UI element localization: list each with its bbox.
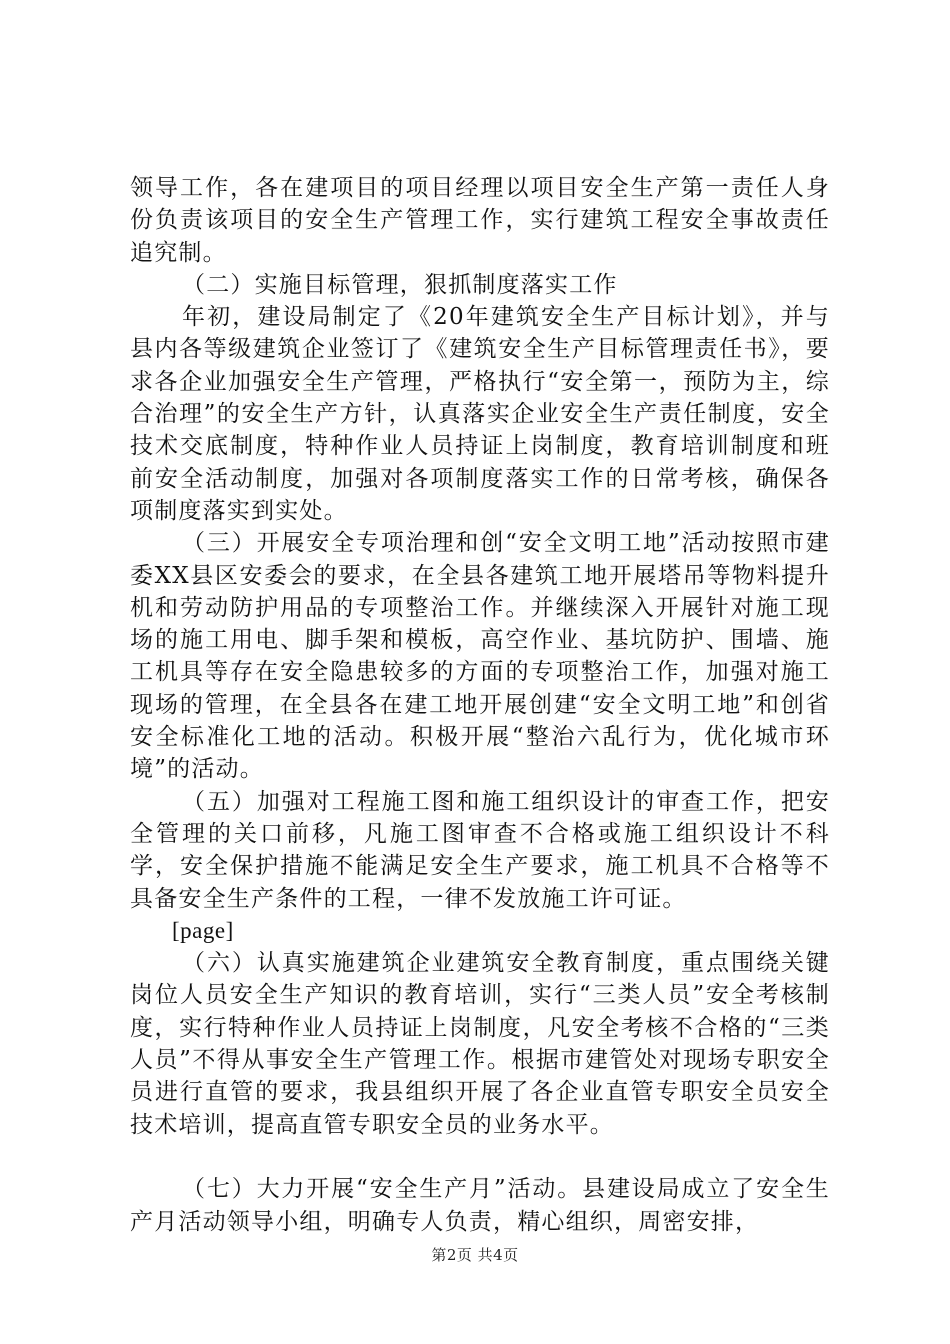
document-body	[130, 172, 830, 1238]
page-break-marker: [page]	[172, 917, 234, 943]
section-heading-2: （二）实施目标管理，狠抓制度落实工作	[182, 271, 618, 298]
page-footer: 第2页 共4页	[431, 1246, 519, 1264]
paragraph-6: （六）认真实施建筑企业建筑安全教育制度，重点围绕关键岗位人员安全生产知识的教育培训，实行“三类人员”安全考核制度，实行特种作业人员持证上岗制度，凡安全考核不合格的“三类人员”不得从事安全生产管理工作。根据市建管处对现场专职安全员进行直管的要求，我县组织开展了各企业直管专职安全员安全技术培训，提高直管专职安全员的业务水平。	[130, 950, 830, 1138]
paragraph-3: 年初，建设局制定了《20年建筑安全生产目标计划》，并与县内各等级建筑企业签订了《建筑安全生产目标管理责任书》，要求各企业加强安全生产管理，严格执行“安全第一，预防为主，综合治理”的安全生产方针，认真落实企业安全生产责任制度，安全技术交底制度，特种作业人员持证上岗制度，教育培训制度和班前安全活动制度，加强对各项制度落实工作的日常考核，确保各项制度落实到实处。	[130, 304, 830, 524]
paragraph-7: （七）大力开展“安全生产月”活动。县建设局成立了安全生产月活动领导小组，明确专人负责，精心组织，周密安排，	[130, 1176, 830, 1235]
paragraph-4: （三）开展安全专项治理和创“安全文明工地”活动按照市建委XX县区安委会的要求，在全县各建筑工地开展塔吊等物料提升机和劳动防护用品的专项整治工作。并继续深入开展针对施工现场的施工用电、脚手架和模板，高空作业、基坑防护、围墙、施工机具等存在安全隐患较多的方面的专项整治工作，加强对施工现场的管理，在全县各在建工地开展创建“安全文明工地”和创省安全标准化工地的活动。积极开展“整治六乱行为，优化城市环境”的活动。	[130, 530, 830, 783]
paragraph-1: 领导工作，各在建项目的项目经理以项目安全生产第一责任人身份负责该项目的安全生产管理工作，实行建筑工程安全事故责任追究制。	[130, 175, 830, 266]
paragraph-5: （五）加强对工程施工图和施工组织设计的审查工作，把安全管理的关口前移，凡施工图审查不合格或施工组织设计不科学，安全保护措施不能满足安全生产要求，施工机具不合格等不具备安全生产条件的工程，一律不发放施工许可证。	[130, 788, 830, 912]
blank-line	[130, 1141, 830, 1173]
